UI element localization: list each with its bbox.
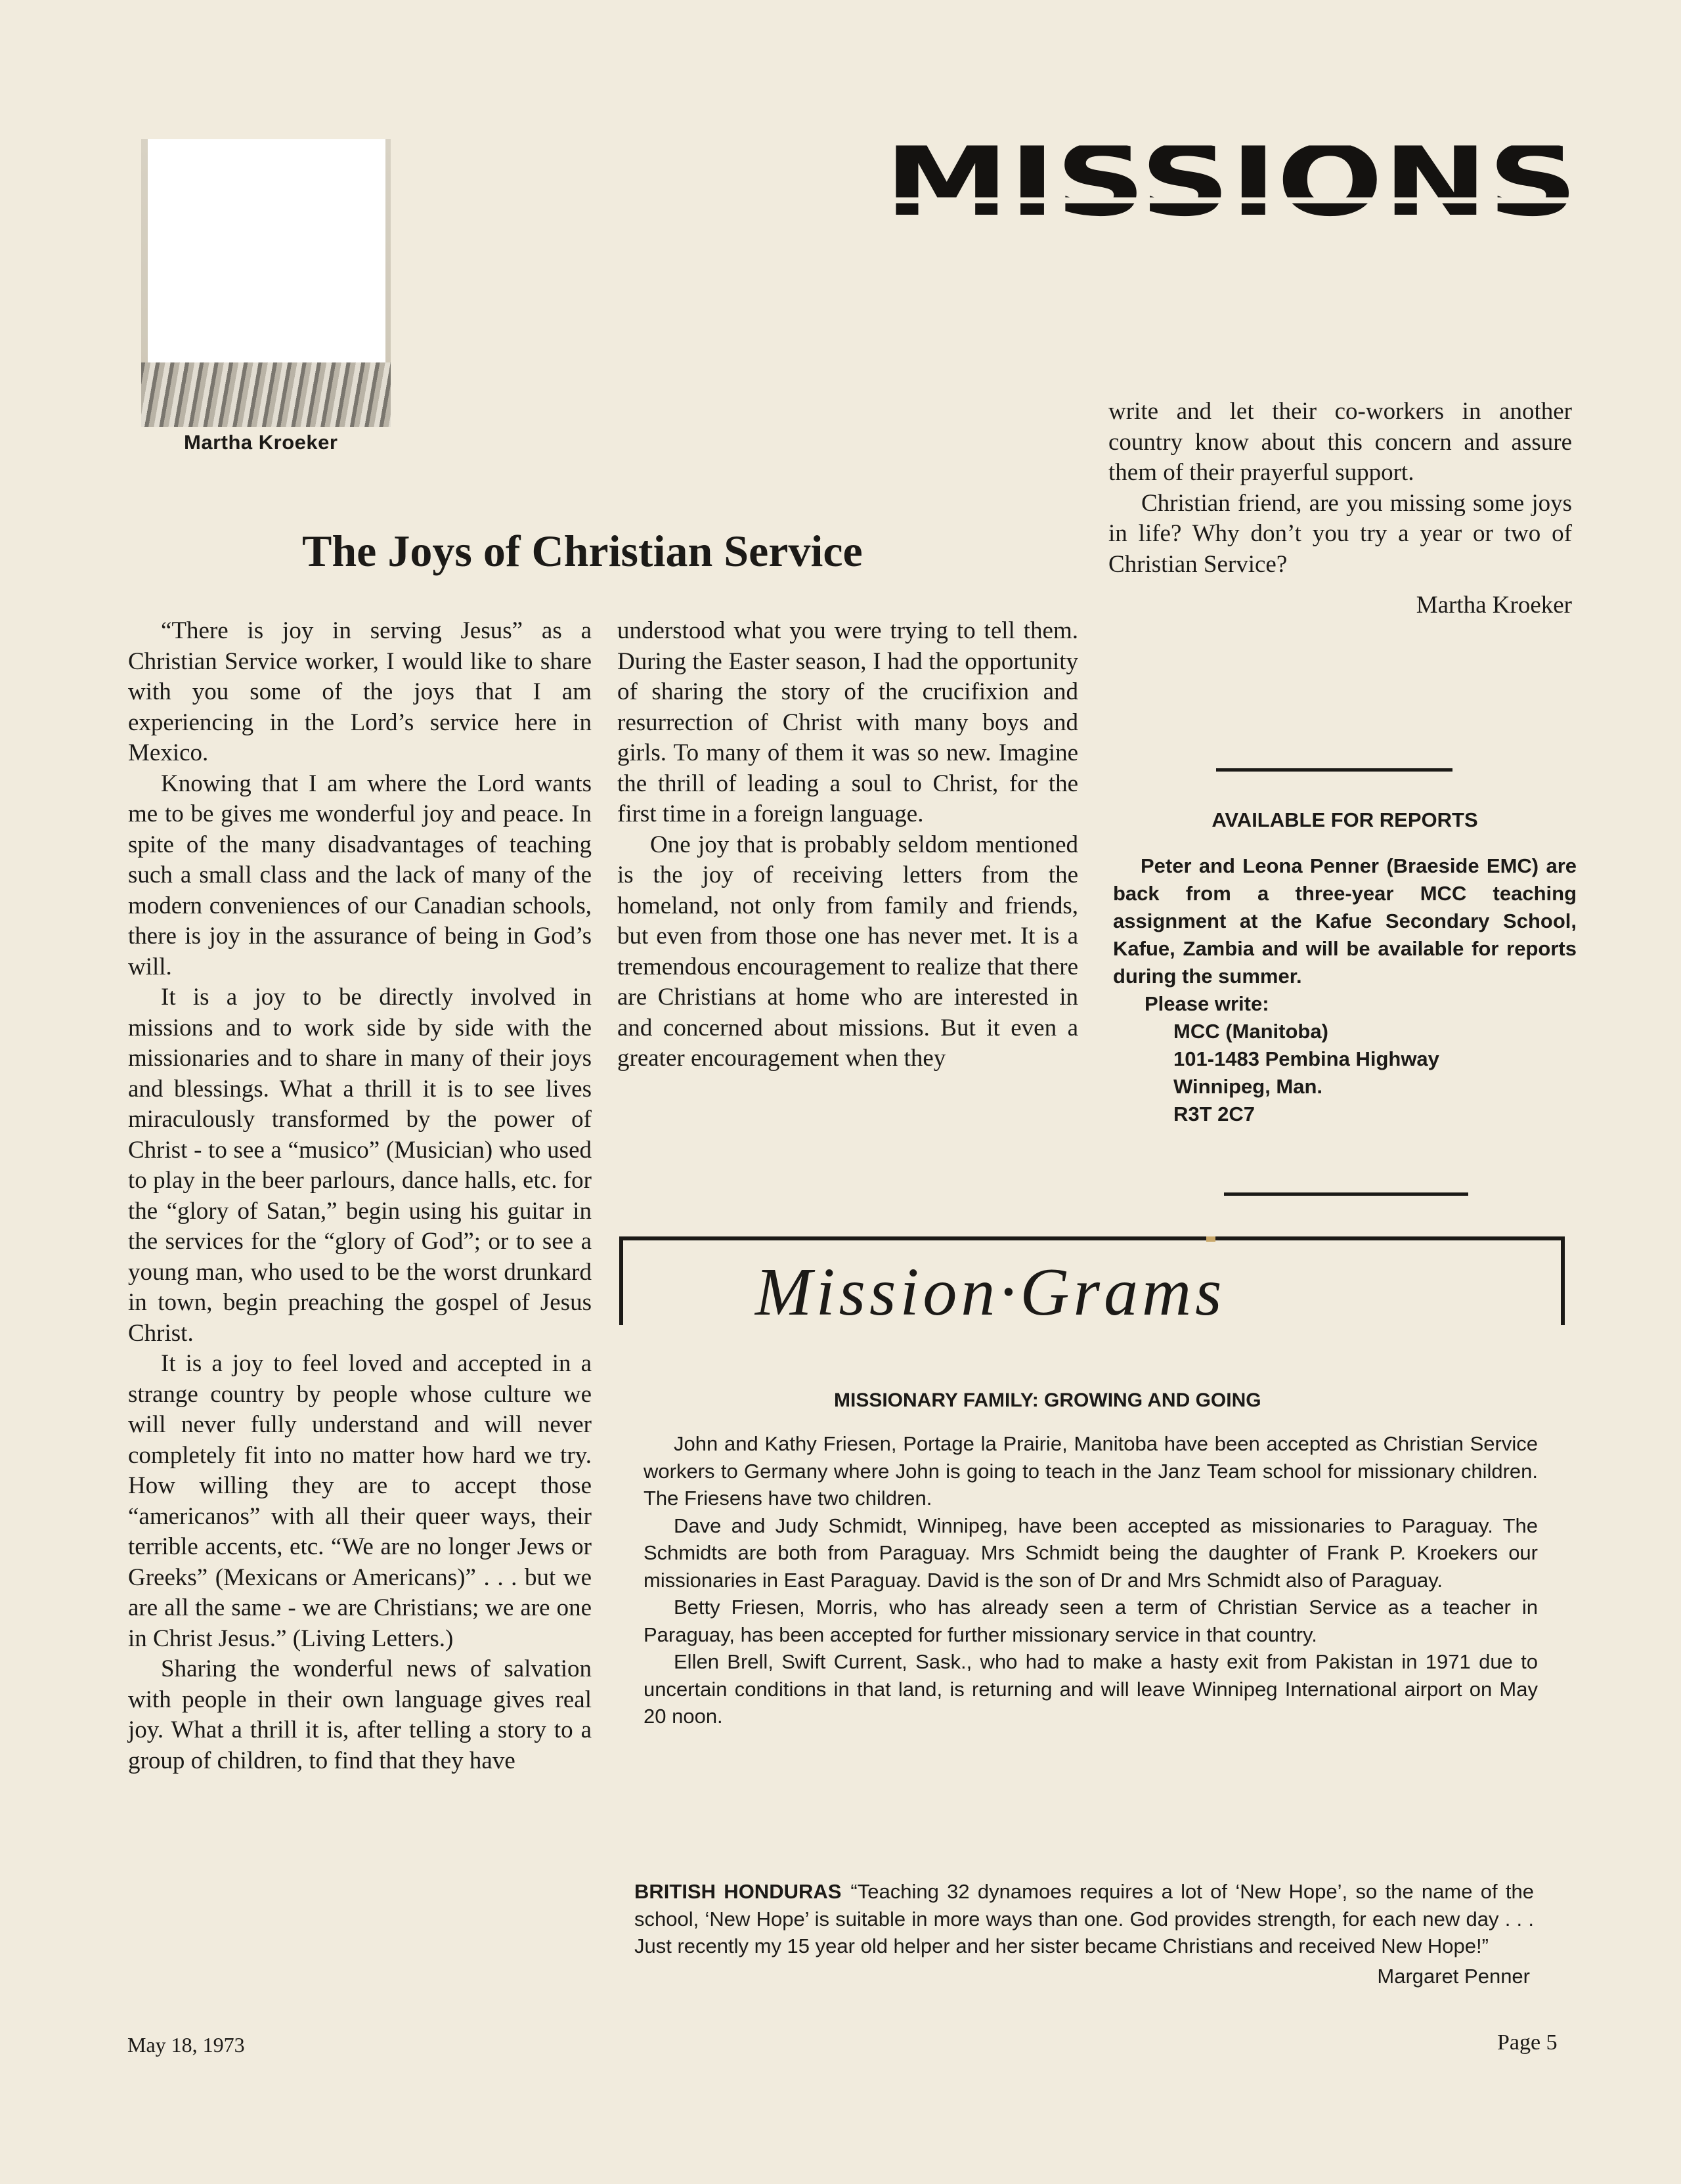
reports-heading: AVAILABLE FOR REPORTS bbox=[1212, 808, 1478, 831]
address-line: MCC (Manitoba) bbox=[1173, 1020, 1328, 1043]
british-honduras-signature: Margaret Penner bbox=[1377, 1964, 1530, 1988]
divider bbox=[1224, 1192, 1468, 1196]
reports-body: Peter and Leona Penner (Braeside EMC) are back from a three-year MCC teaching assignment at the Kafue Secondary School, Kafue, Zambia and will be available for reports during the summer. bbox=[1113, 854, 1577, 988]
paragraph: It is a joy to feel loved and accepted in a strange country by people whose culture we will never fully understand and will never completely fit into no matter how hard we try. How willing they are to accept those “americanos” with all their queer ways, their terrible accents, etc. “We are no longer Jews or Greeks” (Mexicans or Americans)” . . . but we are all the same - we are Christians; we are one in Christ Jesus.” (Living Letters.) bbox=[128, 1350, 592, 1652]
paragraph: Sharing the wonderful news of salvation with people in their own language gives real joy. What a thrill it is, after telling a story to a group of children, to find that they have bbox=[128, 1655, 592, 1774]
section-header bbox=[883, 135, 1579, 220]
paragraph: It is a joy to be directly involved in missions and to work side by side with the missionaries and to share in many of their joys and blessings. What a thrill it is to see lives miraculously transformed by the power of Christ - to see a “musico” (Musician) who used to play in the beer parlours, dance halls, etc. for the “glory of Satan,” begin using his guitar in the services for the “glory of God”; or to see a young man, who used to be the worst drunkard in town, begin preaching the gospel of Jesus Christ. bbox=[128, 984, 592, 1347]
article-column-1 bbox=[128, 616, 592, 1776]
address-line: Winnipeg, Man. bbox=[1173, 1075, 1323, 1098]
list-item: Ellen Brell, Swift Current, Sask., who had to make a hasty exit from Pakistan in 1971 due to uncertain conditions in that land, is returning and will leave Winnipeg International airport on May 20 noon. bbox=[644, 1650, 1538, 1728]
divider bbox=[1216, 768, 1452, 772]
list-item: Betty Friesen, Morris, who has already seen a term of Christian Service as a teacher in Paraguay, has been accepted for further missionary service in that country. bbox=[644, 1596, 1538, 1646]
paragraph: Knowing that I am where the Lord wants me to be gives me wonderful joy and peace. In spite of the many disadvantages of teaching such a small class and the lack of many of the modern conveniences of our Canadian schools, there is joy in the assurance of being in God’s will. bbox=[128, 770, 592, 980]
article-title: The Joys of Christian Service bbox=[302, 526, 863, 576]
paragraph: One joy that is probably seldom mentioned is the joy of receiving letters from the homeland, not only from family and friends, but even from those one has never met. It is a tremendous encouragement to realize that there are Christians at home who are interested in and concerned about missions. But it even a greater encouragement when they bbox=[617, 831, 1078, 1072]
british-honduras-note bbox=[634, 1878, 1534, 1990]
reports-notice bbox=[1113, 806, 1577, 1128]
please-write: Please write: bbox=[1145, 992, 1269, 1015]
british-honduras-label: BRITISH HONDURAS bbox=[634, 1880, 842, 1903]
paragraph: understood what you were trying to tell them. During the Easter season, I had the opportunity of sharing the story of the crucifixion and resurrection of Christ with many boys and girls. To many of them it was so new. Imagine the thrill of leading a soul to Christ, for the first time in a foreign language. bbox=[617, 617, 1078, 827]
paragraph: write and let their co-workers in another country know about this concern and assure them of their prayerful support. bbox=[1108, 398, 1572, 486]
issue-date: May 18, 1973 bbox=[127, 2033, 245, 2057]
mission-grams-title: Mission·Grams bbox=[755, 1254, 1226, 1330]
section-title: MISSIONS bbox=[884, 135, 1578, 220]
address-line: R3T 2C7 bbox=[1173, 1103, 1255, 1125]
photo-caption: Martha Kroeker bbox=[184, 431, 338, 454]
missions-logo bbox=[883, 135, 1579, 220]
list-item: Dave and Judy Schmidt, Winnipeg, have been accepted as missionaries to Paraguay. The Schmidts are both from Paraguay. Mrs Schmidt being the daughter of Frank P. Kroekers our missionaries in East Paraguay. David is the son of Dr and Mrs Schmidt also of Paraguay. bbox=[644, 1514, 1538, 1592]
page-number: Page 5 bbox=[1497, 2030, 1558, 2055]
paragraph: “There is joy in serving Jesus” as a Christian Service worker, I would like to share with you some of the joys that I am experiencing in the Lord’s service here in Mexico. bbox=[128, 617, 592, 766]
author-photo bbox=[141, 139, 391, 427]
mission-grams-heading: MISSIONARY FAMILY: GROWING AND GOING bbox=[834, 1389, 1261, 1411]
article-column-2 bbox=[617, 616, 1078, 1074]
article-signature: Martha Kroeker bbox=[1416, 592, 1572, 619]
list-item: John and Kathy Friesen, Portage la Prairie, Manitoba have been accepted as Christian Service workers to Germany where John is going to teach in the Janz Team school for missionary children. The Friesens have two children. bbox=[644, 1432, 1538, 1510]
address-line: 101-1483 Pembina Highway bbox=[1173, 1047, 1439, 1070]
mission-grams-list bbox=[644, 1430, 1538, 1730]
paragraph: Christian friend, are you missing some joys in life? Why don’t you try a year or two of Christian Service? bbox=[1108, 489, 1572, 578]
british-honduras-text: “Teaching 32 dynamoes requires a lot of ‘New Hope’, so the name of the school, ‘New Hope’ is suitable in more ways than one. God provides strength, for each new day . . . Just recently my 15 year old helper and her sister became Christians and received New Hope!” bbox=[634, 1880, 1534, 1957]
article-column-3 bbox=[1108, 397, 1572, 621]
